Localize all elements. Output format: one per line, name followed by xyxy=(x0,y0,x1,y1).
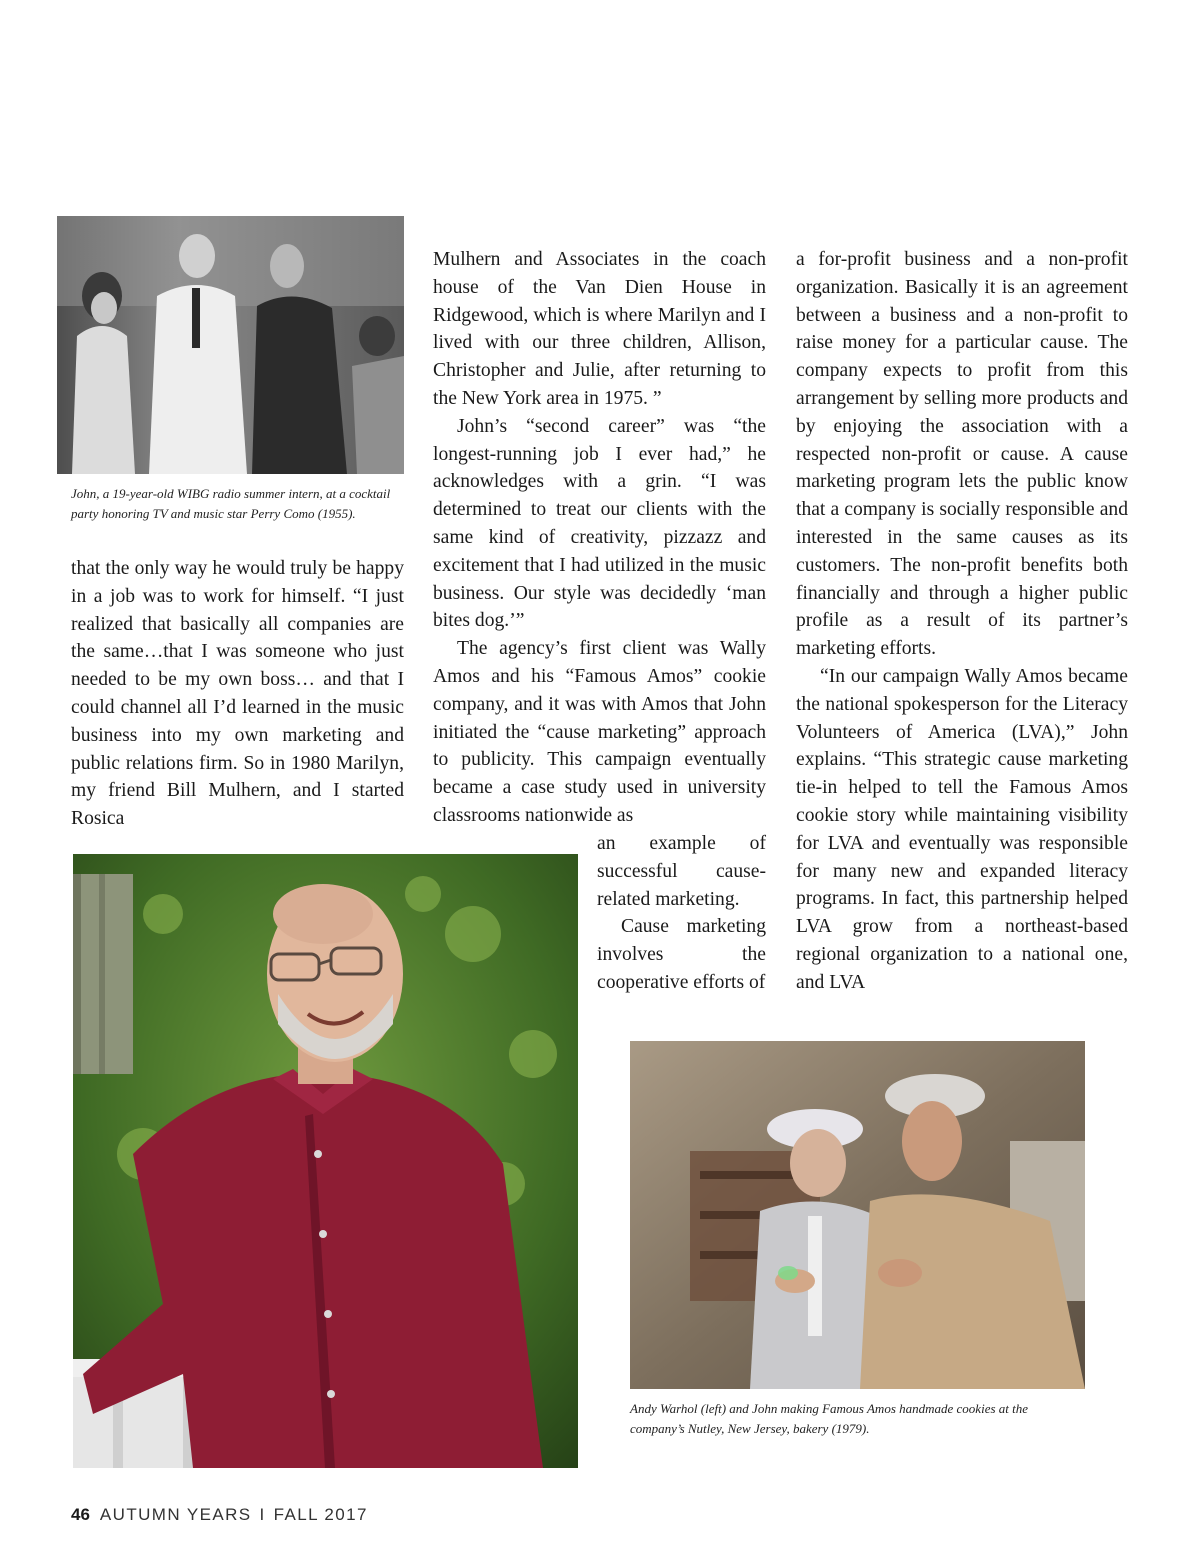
column-3-text xyxy=(796,246,1128,997)
paragraph: John’s “second career” was “the longest-running job I ever had,” he acknowledges with a grin. “I was determined to treat our clients with the same kind of creativity, pizzazz and excitement that I had utilized in the music business. Our style was decidedly ‘man bites dog.’” xyxy=(433,415,766,632)
publication-name: AUTUMN YEARS xyxy=(99,1505,252,1524)
footer-separator: I xyxy=(259,1505,266,1524)
page-footer xyxy=(71,1505,368,1525)
paragraph: “In our campaign Wally Amos became the national spokesperson for the Literacy Volunteers of America (LVA),” John explains. “This strategic cause marketing tie-in helped to tell the Famous Amos cookie story while maintaining visibility for LVA and eventually was responsible for many new and expanded literacy programs. In fact, this partnership helped LVA grow from a northeast-based regional organization to a national one, and LVA xyxy=(796,665,1128,993)
column-1-text xyxy=(71,555,404,833)
caption-top-photo: John, a 19-year-old WIBG radio summer intern, at a cocktail party honoring TV and music star Perry Como (1955). xyxy=(71,486,391,521)
paragraph: an example of successful cause-related marketing. xyxy=(597,833,766,910)
column-2-text xyxy=(433,246,766,830)
column-2-narrow-text xyxy=(597,830,766,997)
paragraph: The agency’s first client was Wally Amos and his “Famous Amos” cookie company, and it was with Amos that John initiated the “cause marketing” approach to publicity. This campaign eventually became a case study used in university classrooms nationwide as xyxy=(433,638,766,826)
caption-bottom-photo: Andy Warhol (left) and John making Famous Amos handmade cookies at the company’s Nutley, New Jersey, bakery (1979). xyxy=(630,1401,1029,1436)
paragraph: a for-profit business and a non-profit organization. Basically it is an agreement between a business and a non-profit to raise money for a particular cause. The company expects to profit from this arrangement by selling more products and by enjoying the association with a respected non-profit or cause. A cause marketing program lets the public know that a company is socially responsible and interested in the same causes as its customers. The non-profit benefits both financially and through a higher public profile as a result of its partner’s marketing efforts. xyxy=(796,249,1128,660)
photo-john-portrait xyxy=(73,854,578,1468)
photo-cocktail-party-1955 xyxy=(57,216,404,474)
paragraph: Mulhern and Associates in the coach house of the Van Dien House in Ridgewood, which is where Marilyn and I lived with our three children, Allison, Christopher and Julie, after returning to the New York area in 1975. ” xyxy=(433,249,766,409)
photo-bakery-1979 xyxy=(630,1041,1085,1389)
paragraph: that the only way he would truly be happy in a job was to work for himself. “I just realized that basically all companies are the same…that I was someone who just needed to be my own boss… and that I could channel all I’d learned in the music business into my own marketing and public relations firm. So in 1980 Marilyn, my friend Bill Mulhern, and I started Rosica xyxy=(71,558,404,830)
page-number: 46 xyxy=(71,1505,90,1524)
paragraph: Cause marketing involves the cooperative efforts of xyxy=(597,916,766,993)
issue-date: FALL 2017 xyxy=(273,1505,368,1524)
